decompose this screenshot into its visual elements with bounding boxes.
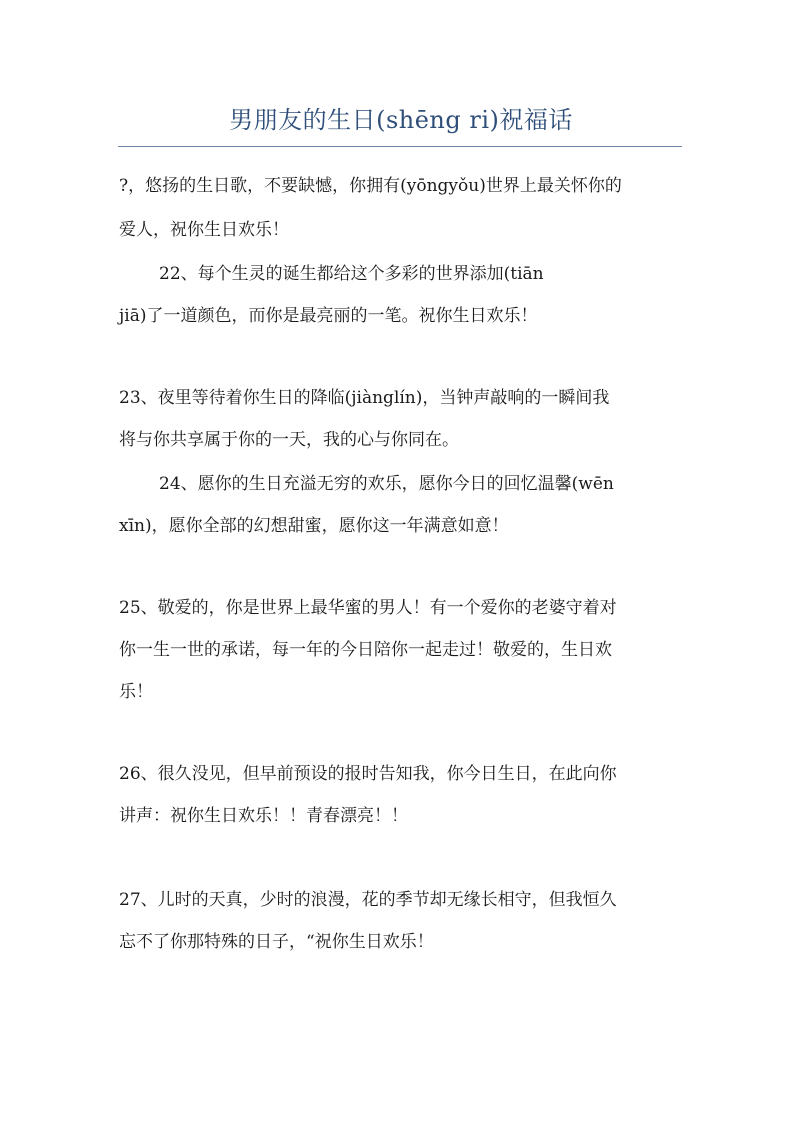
text-line: xīn)，愿你全部的幻想甜蜜，愿你这一年满意如意！ xyxy=(119,516,509,536)
text-line: 乐！ xyxy=(119,682,153,702)
text-line: 将与你共享属于你的一天，我的心与你同在。 xyxy=(119,430,459,450)
text-line: 24、愿你的生日充溢无穷的欢乐，愿你今日的回忆温馨(wēn xyxy=(159,474,614,494)
text-line: 26、很久没见，但早前预设的报时告知我，你今日生日，在此向你 xyxy=(119,764,617,784)
title-divider xyxy=(118,146,682,147)
text-line: 忘不了你那特殊的日子，“祝你生日欢乐！ xyxy=(119,932,434,952)
text-line: jiā)了一道颜色，而你是最亮丽的一笔。祝你生日欢乐！ xyxy=(119,306,538,326)
text-line: 23、夜里等待着你生日的降临(jiànglín)，当钟声敲响的一瞬间我 xyxy=(119,388,610,408)
text-line: 爱人，祝你生日欢乐！ xyxy=(119,220,289,240)
text-line: 22、每个生灵的诞生都给这个多彩的世界添加(tiān xyxy=(159,264,544,284)
text-line: 25、敬爱的，你是世界上最华蜜的男人！有一个爱你的老婆守着对 xyxy=(119,598,617,618)
document-title: 男朋友的生日(shēng ri)祝福话 xyxy=(229,106,573,134)
text-line: 27、儿时的天真，少时的浪漫，花的季节却无缘长相守，但我恒久 xyxy=(119,890,617,910)
text-line: ?，悠扬的生日歌，不要缺憾，你拥有(yōngyǒu)世界上最关怀你的 xyxy=(119,176,622,196)
text-line: 讲声：祝你生日欢乐！！青春漂亮！！ xyxy=(119,806,408,826)
text-line: 你一生一世的承诺，每一年的今日陪你一起走过！敬爱的，生日欢 xyxy=(119,640,612,660)
